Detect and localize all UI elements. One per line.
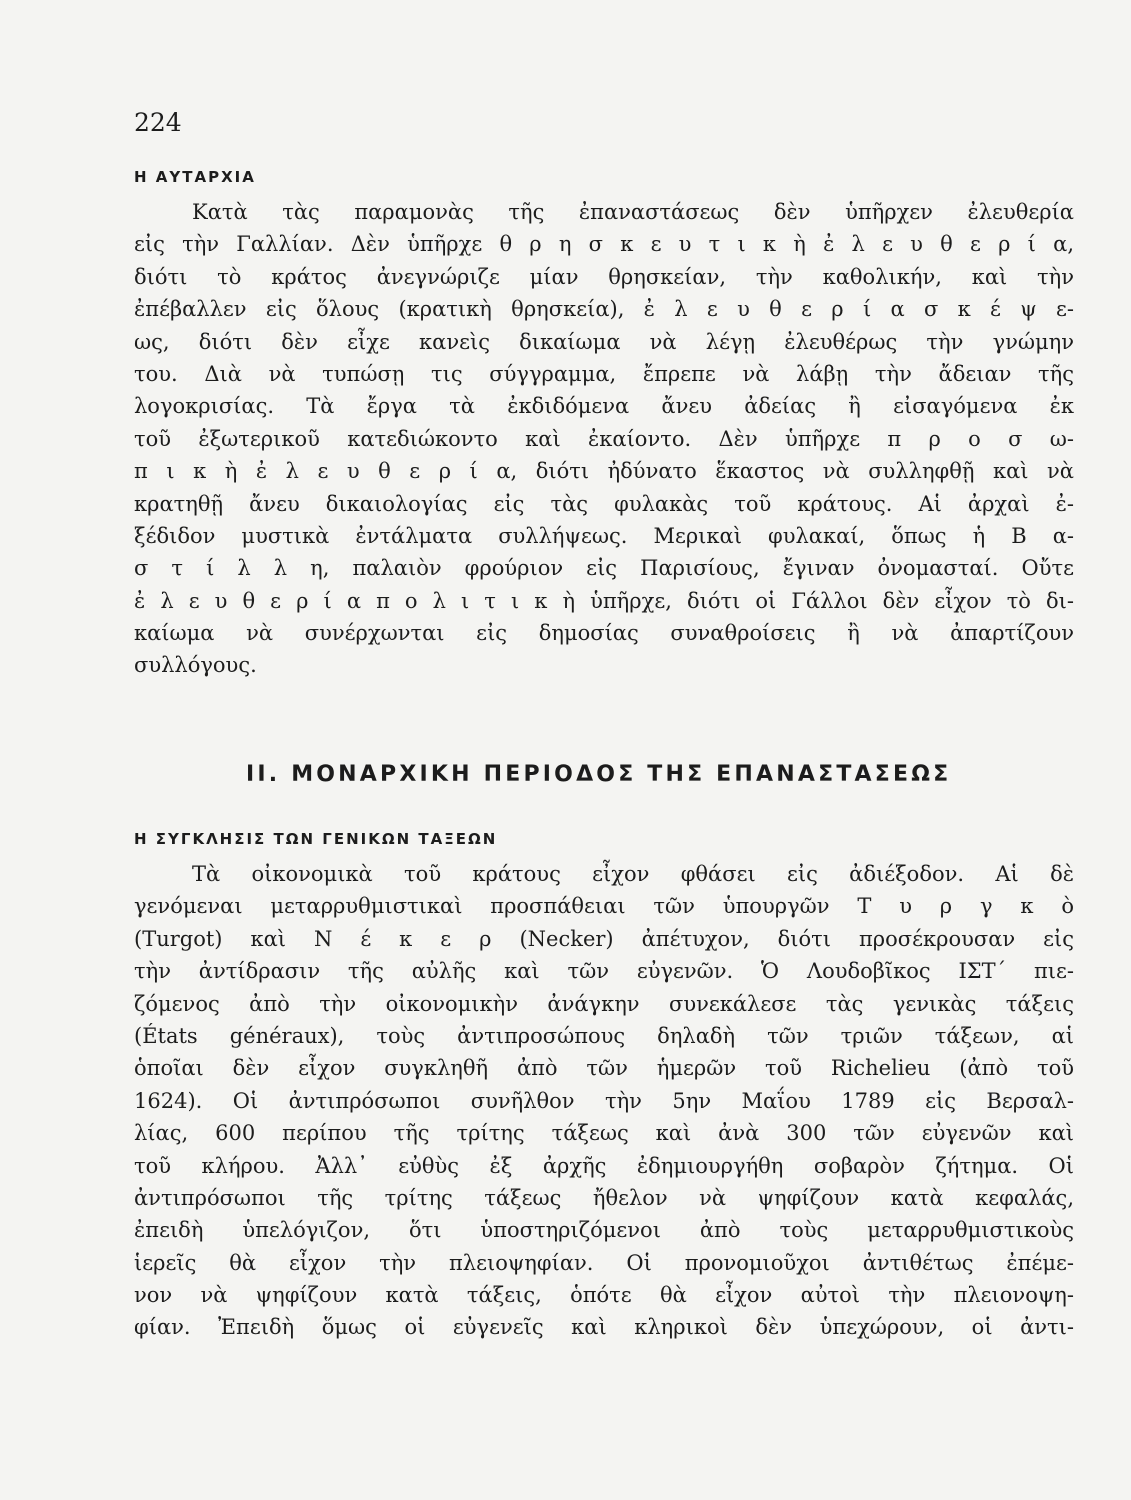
text-line: τὴν ἀντίδρασιν τῆς αὐλῆς καὶ τῶν εὐγενῶν. Ὁ Λουδοβῖκος ΙΣΤ΄ πιε-	[134, 959, 1074, 984]
text-line: ζόμενος ἀπὸ τὴν οἰκονομικὴν ἀνάγκην συνεκάλεσε τὰς γενικὰς τάξεις	[134, 991, 1074, 1016]
text-line: ἀντιπρόσωποι τῆς τρίτης τάξεως ἤθελον νὰ ψηφίζουν κατὰ κεφαλάς,	[134, 1185, 1074, 1210]
text-line: συλλόγους.	[134, 653, 257, 678]
section-heading: ΙΙ. ΜΟΝΑΡΧΙΚΗ ΠΕΡΙΟΔΟΣ ΤΗΣ ΕΠΑΝΑΣΤΑΣΕΩΣ	[246, 762, 952, 787]
text-line: ἐ λ ε υ θ ε ρ ί α π ο λ ι τ ι κ ὴ ὑπῆρχε, διότι οἱ Γάλλοι δὲν εἶχον τὸ δι-	[134, 588, 1074, 613]
text-line: (États généraux), τοὺς ἀντιπροσώπους δηλαδὴ τῶν τριῶν τάξεων, αἱ	[134, 1023, 1074, 1048]
text-line: του. Διὰ νὰ τυπώσῃ τις σύγγραμμα, ἔπρεπε νὰ λάβῃ τὴν ἄδειαν τῆς	[134, 361, 1074, 386]
text-line: (Turgot) καὶ Ν έ κ ε ρ (Necker) ἀπέτυχον, διότι προσέκρουσαν εἰς	[134, 926, 1074, 951]
text-line: ξέδιδον μυστικὰ ἐντάλματα συλλήψεως. Μερικαὶ φυλακαί, ὅπως ἡ Β α-	[134, 523, 1074, 548]
subhead-estates-general: Η ΣΥΓΚΛΗΣΙΣ ΤΩΝ ΓΕΝΙΚΩΝ ΤΑΞΕΩΝ	[134, 830, 498, 848]
page-number: 224	[134, 108, 182, 137]
text-line: ως, διότι δὲν εἶχε κανεὶς δικαίωμα νὰ λέγῃ ἐλευθέρως τὴν γνώμην	[134, 329, 1074, 354]
text-line: γενόμεναι μεταρρυθμιστικαὶ προσπάθειαι τῶν ὑπουργῶν Τ υ ρ γ κ ὸ	[134, 894, 1074, 919]
text-line: τοῦ κλήρου. Ἀλλ᾽ εὐθὺς ἐξ ἀρχῆς ἐδημιουργήθη σοβαρὸν ζήτημα. Οἱ	[134, 1153, 1074, 1178]
text-line: ἐπειδὴ ὑπελόγιζον, ὅτι ὑποστηριζόμενοι ἀπὸ τοὺς μεταρρυθμιστικοὺς	[134, 1218, 1074, 1243]
text-line: διότι τὸ κράτος ἀνεγνώριζε μίαν θρησκείαν, τὴν καθολικήν, καὶ τὴν	[134, 264, 1074, 289]
text-line: καίωμα νὰ συνέρχωνται εἰς δημοσίας συναθροίσεις ἢ νὰ ἀπαρτίζουν	[134, 621, 1074, 646]
text-line: ὁποῖαι δὲν εἶχον συγκληθῆ ἀπὸ τῶν ἡμερῶν τοῦ Richelieu (ἀπὸ τοῦ	[134, 1056, 1074, 1081]
text-line: λίας, 600 περίπου τῆς τρίτης τάξεως καὶ ἀνὰ 300 τῶν εὐγενῶν καὶ	[134, 1121, 1074, 1146]
text-line: εἰς τὴν Γαλλίαν. Δὲν ὑπῆρχε θ ρ η σ κ ε υ τ ι κ ὴ ἐ λ ε υ θ ε ρ ί α,	[134, 232, 1074, 257]
text-line: φίαν. Ἐπειδὴ ὅμως οἱ εὐγενεῖς καὶ κληρικοὶ δὲν ὑπεχώρουν, οἱ ἀντι-	[134, 1315, 1074, 1340]
text-line: τοῦ ἐξωτερικοῦ κατεδιώκοντο καὶ ἐκαίοντο. Δὲν ὑπῆρχε π ρ ο σ ω-	[134, 426, 1074, 451]
text-line: π ι κ ὴ ἐ λ ε υ θ ε ρ ί α, διότι ἠδύνατο ἕκαστος νὰ συλληφθῇ καὶ νὰ	[134, 459, 1074, 484]
text-line: 1624). Οἱ ἀντιπρόσωποι συνῆλθον τὴν 5ην Μαΐου 1789 εἰς Βερσαλ-	[134, 1088, 1074, 1113]
paragraph-autarchy	[134, 196, 1074, 682]
paragraph-estates-general	[134, 858, 1074, 1344]
text-line: νον νὰ ψηφίζουν κατὰ τάξεις, ὁπότε θὰ εἶχον αὐτοὶ τὴν πλειονοψη-	[134, 1283, 1074, 1308]
text-line: σ τ ί λ λ η, παλαιὸν φρούριον εἰς Παρισίους, ἔγιναν ὀνομασταί. Οὔτε	[134, 556, 1074, 581]
text-line: Κατὰ τὰς παραμονὰς τῆς ἐπαναστάσεως δὲν ὑπῆρχεν ἐλευθερία	[192, 200, 1074, 224]
text-line: Τὰ οἰκονομικὰ τοῦ κράτους εἶχον φθάσει εἰς ἀδιέξοδον. Αἱ δὲ	[192, 862, 1074, 886]
text-line: κρατηθῇ ἄνευ δικαιολογίας εἰς τὰς φυλακὰς τοῦ κράτους. Αἱ ἀρχαὶ ἐ-	[134, 491, 1074, 516]
text-line: ἐπέβαλλεν εἰς ὅλους (κρατικὴ θρησκεία), ἐ λ ε υ θ ε ρ ί α σ κ έ ψ ε-	[134, 297, 1074, 322]
text-line: λογοκρισίας. Τὰ ἔργα τὰ ἐκδιδόμενα ἄνευ ἀδείας ἢ εἰσαγόμενα ἐκ	[134, 394, 1074, 419]
subhead-autarchy: Η ΑΥΤΑΡΧΙΑ	[134, 168, 256, 186]
text-line: ἱερεῖς θὰ εἶχον τὴν πλειοψηφίαν. Οἱ προνομιοῦχοι ἀντιθέτως ἐπέμε-	[134, 1250, 1074, 1275]
